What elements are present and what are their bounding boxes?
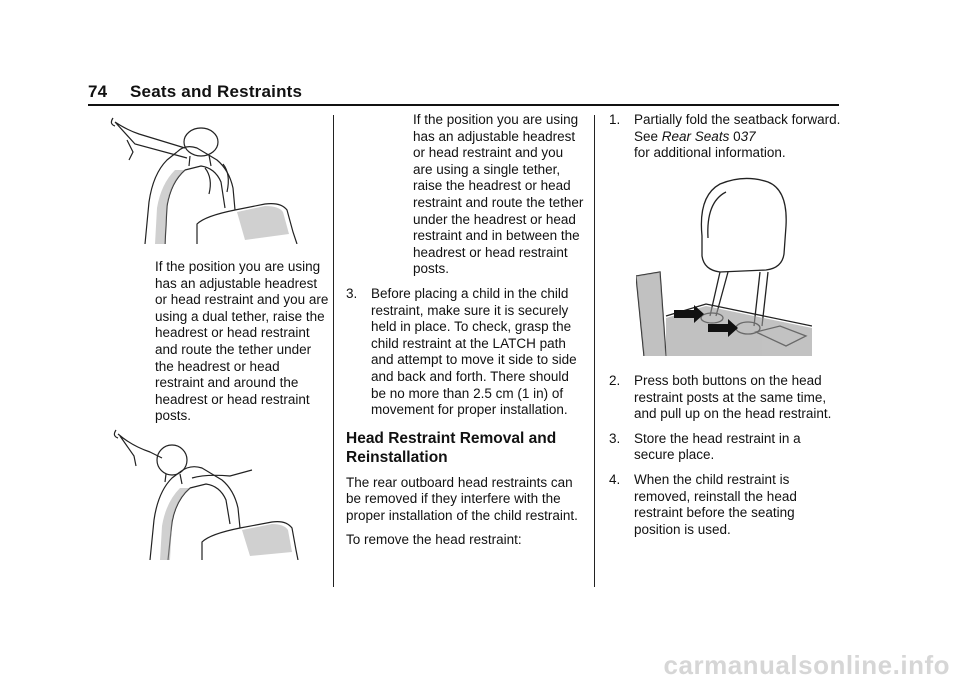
middle-column <box>346 112 584 549</box>
right-column-lower <box>609 373 844 546</box>
step-number: 4. <box>609 471 621 487</box>
header-rule <box>88 104 839 106</box>
section-heading: Head Restraint Removal and Reinstallation <box>346 429 557 466</box>
lead-paragraph: To remove the head restraint: <box>346 532 522 548</box>
list-item <box>609 472 844 538</box>
step-number: 2. <box>609 373 621 388</box>
step-number: 3. <box>346 285 358 301</box>
dual-tether-paragraph: If the position you are using has an adjustable headrest or head restraint and you are using a dual tether, raise the headrest or head restraint and route the tether under the headrest or head restraint and around the headrest or head restraint posts. <box>155 259 329 424</box>
step-number: 3. <box>609 430 621 446</box>
page-ref-number[interactable]: 37 <box>740 128 756 144</box>
column-divider-left <box>333 115 334 587</box>
step-list-middle <box>346 286 584 419</box>
step-number: 1. <box>609 112 621 127</box>
illustration-head-restraint-buttons <box>636 176 812 356</box>
step-text: Press both buttons on the head restraint posts at the same time, and pull up on the head restraint. <box>634 373 832 422</box>
step-text: Store the head restraint in a secure place. <box>634 430 801 463</box>
illustration-single-tether <box>110 422 300 560</box>
section-title: Seats and Restraints <box>130 82 303 101</box>
intro-paragraph: The rear outboard head restraints can be removed if they interfere with the proper installation of the child restraint. <box>346 474 578 523</box>
step-list-right-bottom <box>609 373 844 538</box>
column-divider-right <box>594 115 595 587</box>
step-text-continued: for additional information. <box>634 145 786 161</box>
step-text: Before placing a child in the child restraint, make sure it is securely held in place. To check, grasp the child restraint at the LATCH path and attempt to move it side to side and back and forth. There should be no more than 2.5 cm (1 in) of movement for proper installation. <box>371 285 577 418</box>
single-tether-paragraph: If the position you are using has an adjustable headrest or head restraint and you are using a single tether, raise the headrest or head restraint and route the tether under the headrest or head restraint and in between the headrest or head restraint posts. <box>413 112 584 277</box>
page-number: 74 <box>88 82 108 101</box>
step-text: When the child restraint is removed, reinstall the head restraint before the seating position is used. <box>634 471 797 537</box>
step-text: Partially fold the seatback forward. See <box>634 112 841 144</box>
page-header <box>88 82 302 102</box>
cross-reference-link[interactable]: Rear Seats <box>661 128 730 144</box>
left-column <box>155 259 330 425</box>
watermark: carmanualsonline.info <box>663 650 950 680</box>
right-column <box>609 112 844 170</box>
list-item <box>346 286 584 419</box>
list-item <box>609 431 844 464</box>
page-ref-symbol: 0 <box>733 128 741 144</box>
illustration-dual-tether <box>105 112 305 244</box>
list-item <box>609 112 844 162</box>
list-item <box>609 373 844 423</box>
step-list-right-top <box>609 112 844 162</box>
